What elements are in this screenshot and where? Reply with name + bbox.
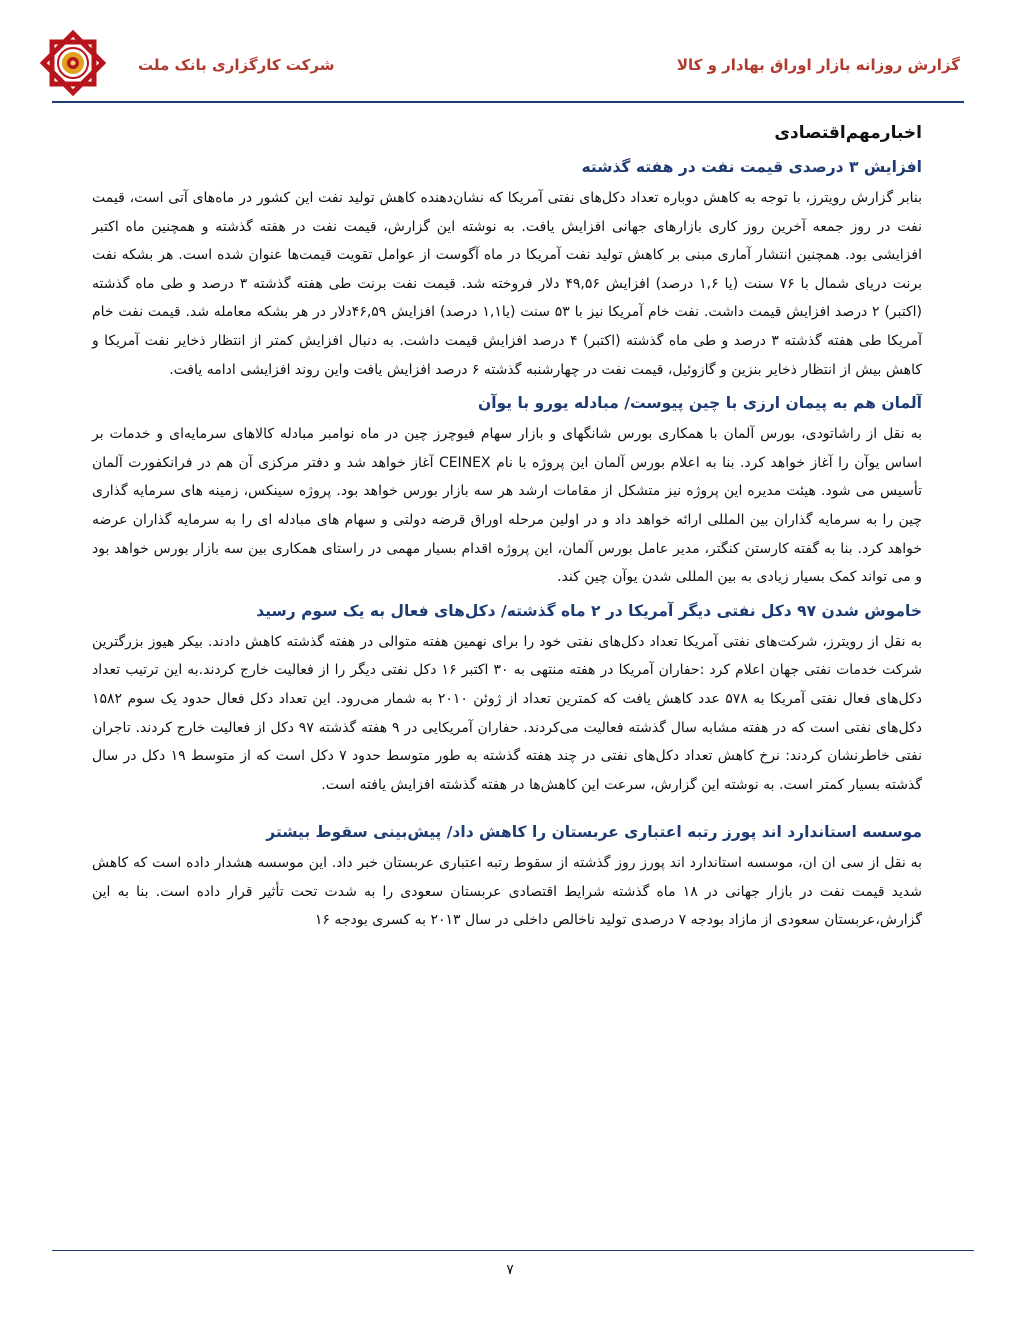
page-header bbox=[0, 0, 1020, 105]
section-title: اخبارمهم‌اقتصادی bbox=[774, 123, 922, 143]
article bbox=[92, 596, 922, 800]
article-headline: موسسه استاندارد اند پورز رتبه اعتباری عربستان را کاهش داد/ پیش‌بینی سقوط بیشتر bbox=[266, 823, 922, 842]
article bbox=[92, 152, 922, 384]
article bbox=[92, 388, 922, 592]
article-body: بنابر گزارش رویترز، با توجه به کاهش دوباره تعداد دکل‌های نفتی آمریکا که نشان‌دهنده کاهش تولید نفت این کشور در ماه‌های آتی است، قیمت نفت در روز جمعه آخرین روز کاری بازارهای جهانی افزایش یافت. به نوشته این گزارش، قیمت نفت در هفته گذشته و همچنین ماه اکتبر افزایشی بود. همچنین انتشار آماری مبنی بر کاهش تولید نفت آمریکا در ماه آگوست از عوامل تقویت قیمت‌ها عنوان شده است. هر بشکه نفت برنت دریای شمال با ۷۶ سنت (یا ۱,۶ درصد) افزایش ۴۹,۵۶ دلار فروخته شد. قیمت نفت برنت طی هفته گذشته ۳ درصد و طی ماه گذشته (اکتبر) ۲ درصد افزایش قیمت داشت. نفت خام آمریکا نیز با ۵۳ سنت (یا۱,۱ درصد) افزایش ۴۶,۵۹دلار در هر بشکه معامله شد. قیمت نفت خام آمریکا طی هفته گذشته ۳ درصد و طی ماه گذشته (اکتبر) ۴ درصد افزایش قیمت داشت. به دنبال افزایش کمتر از انتظار ذخایر نفت آمریکا و کاهش بیش از انتظار ذخایر بنزین و گازوئیل، قیمت نفت در چهارشنبه گذشته ۶ درصد افزایش یافت واین روند افزایشی ادامه یافت. bbox=[92, 190, 922, 378]
article-headline: خاموش شدن ۹۷ دکل نفتی دیگر آمریکا در ۲ ماه گذشته/ دکل‌های فعال به یک سوم رسید bbox=[256, 601, 922, 620]
footer-divider bbox=[52, 1250, 974, 1251]
article-body: به نقل از راشاتودی، بورس آلمان با همکاری بورس شانگهای و بازار سهام فیوچرز چین در ماه نوامبر مبادله کالاهای سرمایه‌ای و خدمات بر اساس یوآن را آغاز خواهد کرد. بنا به اعلام بورس آلمان این پروژه با نام CEINEX آغاز خواهد شد و دفتر مرکزی آن هم در فرانکفورت آلمان تأسیس می شود. هیئت مدیره این پروژه نیز متشکل از مقامات ارشد هر سه بازار بورس خواهد بود. پروژه سینکس، زمینه های سرمایه گذاری چین را به سرمایه گذاران بین المللی ارائه خواهد داد و در اولین مرحله اوراق قرضه دولتی و سهام های مبادله ای را به سرمایه گذاران عرضه خواهد کرد. بنا به گفته کارستن کنگتر، مدیر عامل بورس آلمان، این پروژه اقدام بسیار مهمی در راستای همکاری بین سه بازار بورس خواهد بود و می تواند کمک بسیار زیادی به بین المللی شدن یوآن چین کند. bbox=[92, 426, 922, 586]
article-headline: افزایش ۳ درصدی قیمت نفت در هفته گذشته bbox=[581, 158, 922, 176]
header-divider bbox=[52, 101, 964, 103]
article-body: به نقل از سی ان ان، موسسه استاندارد اند پورز روز گذشته از سقوط رتبه اعتباری عربستان خبر داد. این موسسه هشدار داده است که کاهش شدید قیمت نفت در بازار جهانی در ۱۸ ماه گذشته شرایط اقتصادی عربستان سعودی را به شدت تحت تأثیر قرار داده است. بنا به این گزارش،عربستان سعودی از مازاد بودجه ۷ درصدی تولید ناخالص داخلی در سال ۲۰۱۳ به کسری بودجه ۱۶ bbox=[92, 855, 922, 929]
company-name: شرکت کارگزاری بانک ملت bbox=[138, 56, 335, 74]
report-title: گزارش روزانه بازار اوراق بهادار و کالا bbox=[676, 56, 960, 74]
article-headline: آلمان هم به پیمان ارزی با چین پیوست/ مبادله یورو با یوآن bbox=[477, 394, 922, 413]
spacer bbox=[92, 803, 922, 817]
article-body: به نقل از رویترز، شرکت‌های نفتی آمریکا تعداد دکل‌های نفتی خود را برای نهمین هفته متوالی در هفته گذشته کاهش دادند. بیکر هیوز بزرگترین شرکت خدمات نفتی جهان اعلام کرد :حفاران آمریکا در هفته منتهی به ۳۰ اکتبر ۱۶ دکل نفتی دیگر را از فعالیت خارج کردند.به این ترتیب تعداد دکل‌های فعال نفتی آمریکا به ۵۷۸ عدد کاهش یافت که کمترین تعداد از ژوئن ۲۰۱۰ به شمار می‌رود. این تعداد دکل فعال حدود یک سوم ۱۵۸۲ دکل‌های نفتی است که در هفته مشابه سال گذشته فعالیت می‌کردند. حفاران آمریکایی در ۹ هفته گذشته ۹۷ دکل از فعالیت خارج کردند. تاجران نفتی خاطرنشان کردند: نرخ کاهش تعداد دکل‌های نفتی در چند هفته گذشته به طور متوسط حدود ۷ دکل است که از متوسط ۱۹ دکل در سال گذشته بسیار کمتر است. به نوشته این گزارش، سرعت این کاهش‌ها در هفته گذشته افزایش یافته است. bbox=[92, 633, 922, 793]
article bbox=[92, 817, 922, 935]
bank-mellat-logo-icon bbox=[40, 30, 106, 96]
news-content bbox=[92, 118, 922, 939]
page-number: ۷ bbox=[506, 1262, 514, 1278]
